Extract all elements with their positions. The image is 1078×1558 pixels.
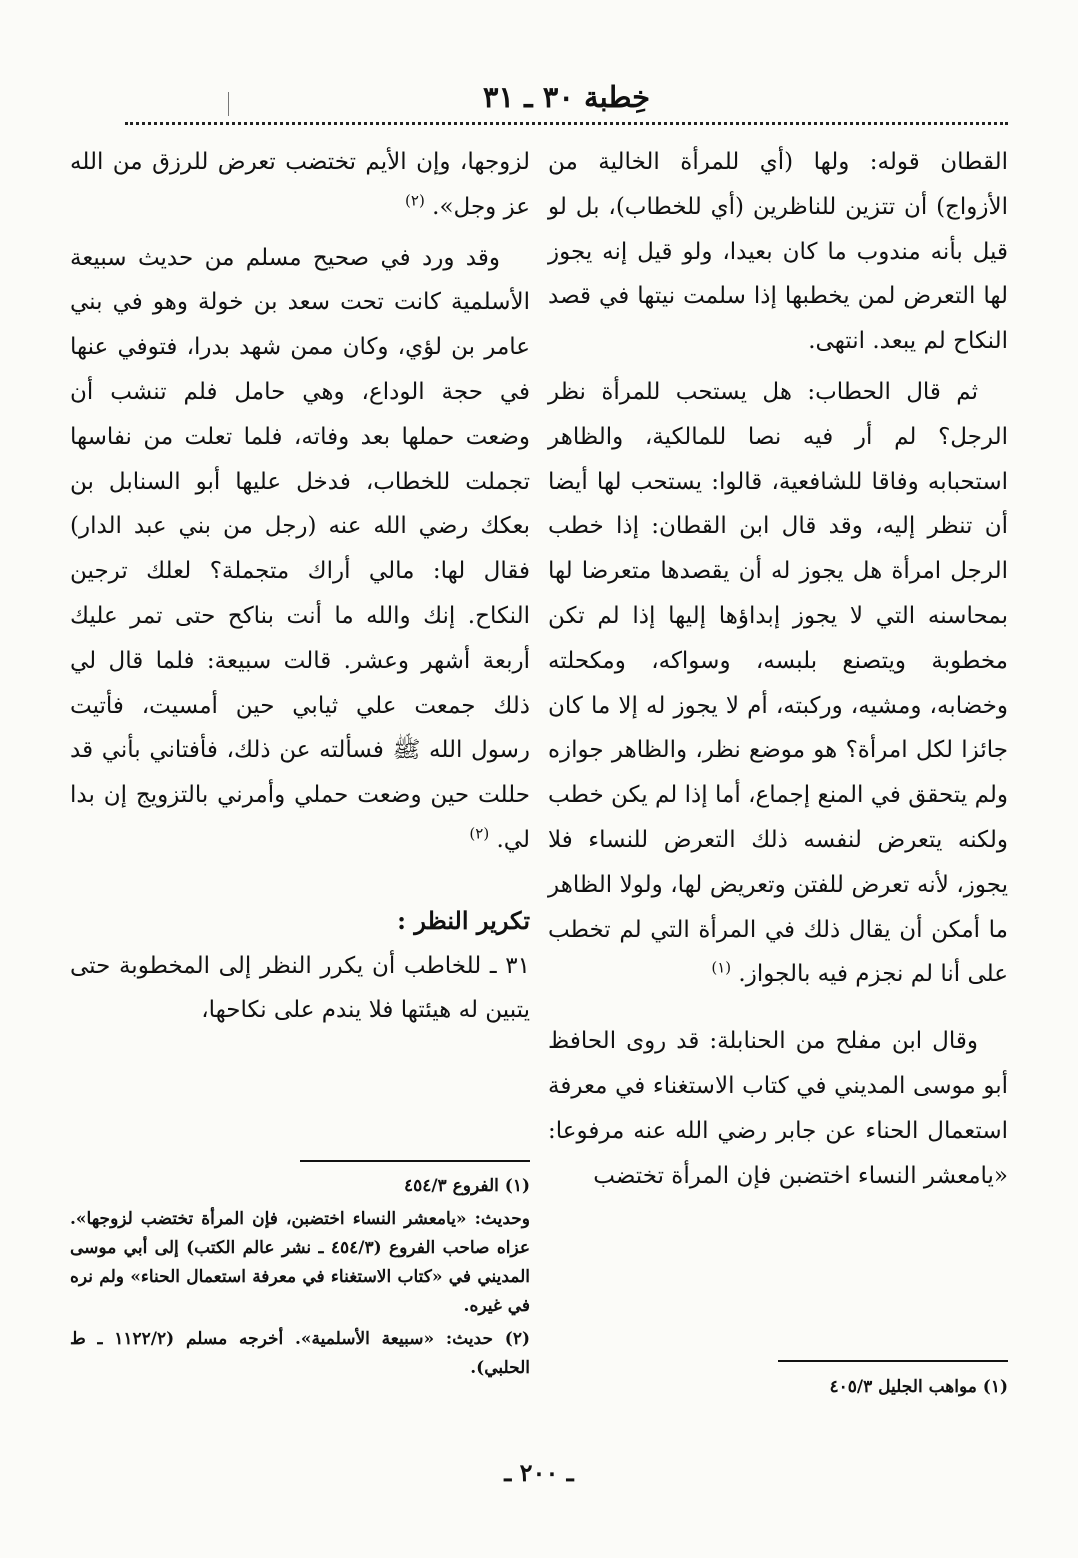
paragraph xyxy=(548,370,1008,997)
paragraph-text: وقال ابن مفلح من الحنابلة: قد روى الحافظ أبو موسى المديني في كتاب الاستغناء في معرفة استعمال الحناء عن جابر رضي الله عنه مرفوعا: «يامعشر النساء اختضبن فإن المرأة تختضب xyxy=(548,1028,1008,1189)
footnotes-right xyxy=(548,1360,1008,1406)
numbered-paragraph: ٣١ ـ للخاطب أن يكرر النظر إلى المخطوبة حتى يتبين له هيئتها فلا يندم على نكاحها، xyxy=(70,952,530,1024)
footnote: وحديث: «يامعشر النساء اختضبن، فإن المرأة تختضب لزوجها». عزاه صاحب الفروع (٤٥٤/٣ ـ نشر عالم الكتب) إلى أبي موسى المديني في «كتاب الاستغناء في معرفة استعمال الحناء» ولم نره في غيره. xyxy=(70,1209,530,1316)
footnote-reference: (٢) xyxy=(405,191,425,210)
margin-mark xyxy=(228,92,229,116)
footnote: (١) مواهب الجليل ٤٠٥/٣ xyxy=(829,1377,1008,1397)
paragraph-text: لزوجها، وإن الأيم تختضب تعرض للرزق من الله عز وجل». xyxy=(70,149,530,220)
footnote-divider xyxy=(778,1360,1008,1362)
right-column xyxy=(548,140,1008,1198)
paragraph-text: وقد ورد في صحيح مسلم من حديث سبيعة الأسلمية كانت تحت سعد بن خولة وهو في بني عامر بن لؤي، وكان ممن شهد بدرا، فتوفي عنها في حجة الوداع، وهي حامل فلم تنشب أن وضعت حملها بعد وفاته، فلما تعلت من نفاسها تجملت للخطاب، فدخل عليها أبو السنابل بن بعكك رضي الله عنه (رجل من بني عبد الدار) فقال لها: مالي أراك متجملة؟ لعلك ترجين النكاح. إنك والله ما أنت بناكح حتى تمر عليك أربعة أشهر وعشر. قالت سبيعة: فلما قال لي ذلك جمعت علي ثيابي حين أمسيت، فأتيت رسول الله ﷺ فسألته عن ذلك، فأفتاني بأني قد حللت حين وضعت حملي وأمرني بالتزويج إن بدا لي. xyxy=(70,244,530,853)
page-header-title: خِطبة ٣٠ ـ ٣١ xyxy=(482,80,651,114)
footnote-divider xyxy=(300,1160,530,1162)
footnote: (٢) حديث: «سبيعة الأسلمية». أخرجه مسلم (١١٢٢/٢ ـ ط الحلبي). xyxy=(70,1329,531,1378)
paragraph xyxy=(548,1019,1008,1198)
header-divider xyxy=(125,122,1008,125)
paragraph-text: القطان قوله: ولها (أي للمرأة الخالية من الأزواج) أن تتزين للناظرين (أي للخطاب)، بل لو قيل بأنه مندوب ما كان بعيدا، ولو قيل إنه يجوز لها التعرض لمن يخطبها إذا سلمت نيتها في قصد النكاح لم يبعد. انتهى. xyxy=(548,149,1008,355)
paragraph-text: ثم قال الحطاب: هل يستحب للمرأة نظر الرجل؟ لم أر فيه نصا للمالكية، والظاهر استحبابه وفاقا للشافعية، قالوا: يستحب لها أيضا أن تنظر إليه، وقد قال ابن القطان: إذا خطب الرجل امرأة هل يجوز له أن يقصدها متعرضا لها بمحاسنه التي لا يجوز إبداؤها إليها إذا لم تكن مخطوبة ويتصنع بلبسه، وسواكه، ومكحلته وخضابه، ومشيه، وركبته، أم لا يجوز له إلا ما كان جائزا لكل امرأة؟ هو موضع نظر، والظاهر جوازه ولم يتحقق في المنع إجماع، أما إذا لم يكن خطب ولكنه يتعرض لنفسه ذلك التعرض للنساء فلا يجوز، لأنه تعرض للفتن وتعريض لها، ولولا الظاهر ما أمكن أن يقال ذلك في المرأة التي لم تخطب على أنا لم نجزم فيه بالجواز. xyxy=(548,378,1008,988)
page-number: ـ ٢٠٠ ـ xyxy=(504,1458,574,1487)
paragraph xyxy=(70,236,530,863)
footnotes-left xyxy=(70,1160,530,1387)
paragraph xyxy=(70,140,530,230)
footnote-reference: (٢) xyxy=(469,824,490,843)
footnote: (١) الفروع ٤٥٤/٣ xyxy=(403,1176,530,1196)
footnote-reference: (١) xyxy=(711,958,732,977)
left-column xyxy=(70,140,530,1033)
section-heading: تكرير النظر : xyxy=(397,905,530,935)
paragraph xyxy=(548,140,1008,364)
